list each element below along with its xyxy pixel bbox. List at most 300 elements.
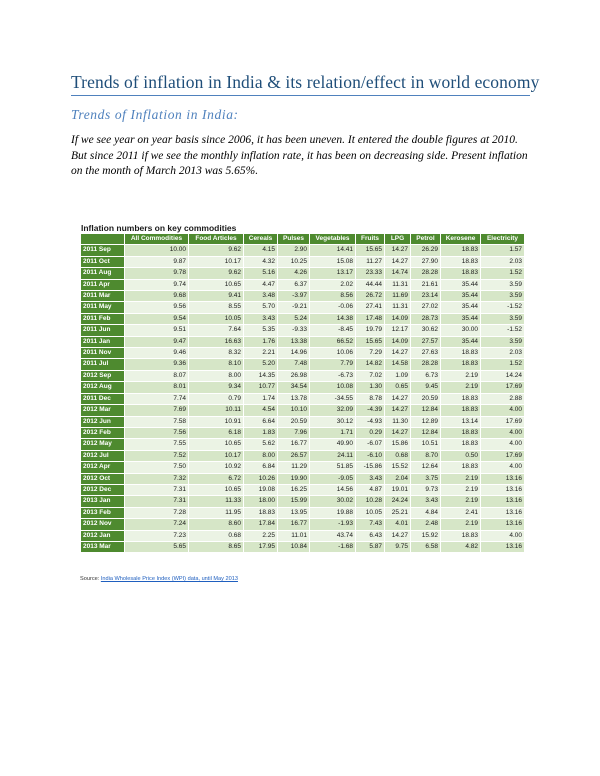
table-cell: 8.00 (189, 370, 244, 381)
table-cell: 5.87 (356, 541, 385, 552)
table-cell: 4.00 (481, 405, 525, 416)
table-cell: 2.02 (310, 279, 356, 290)
table-cell: 18.83 (441, 405, 481, 416)
table-title: Inflation numbers on key commodities (81, 223, 237, 233)
table-body (81, 245, 525, 553)
inflation-table (80, 233, 525, 553)
table-row (81, 393, 525, 404)
table-cell: 14.27 (385, 530, 411, 541)
table-cell: 14.27 (385, 427, 411, 438)
row-period: 2013 Jan (81, 496, 125, 507)
table-cell: 13.78 (278, 393, 310, 404)
table-cell: 27.41 (356, 302, 385, 313)
table-cell: 10.65 (189, 439, 244, 450)
table-cell: 2.19 (441, 484, 481, 495)
table-cell: 1.52 (481, 359, 525, 370)
column-header (81, 234, 125, 245)
table-cell: 8.01 (125, 382, 189, 393)
column-header: All Commodities (125, 234, 189, 245)
table-cell: 19.90 (278, 473, 310, 484)
table-cell: 9.68 (125, 291, 189, 302)
table-cell: 28.73 (411, 313, 441, 324)
table-cell: -1.52 (481, 302, 525, 313)
table-cell: -3.97 (278, 291, 310, 302)
table-cell: 21.61 (411, 279, 441, 290)
row-period: 2011 Dec (81, 393, 125, 404)
table-cell: 5.70 (244, 302, 278, 313)
table-cell: -1.68 (310, 541, 356, 552)
table-cell: 9.74 (125, 279, 189, 290)
row-period: 2011 Mar (81, 291, 125, 302)
table-cell: 7.56 (125, 427, 189, 438)
table-row (81, 439, 525, 450)
table-cell: 1.52 (481, 268, 525, 279)
table-cell: 26.98 (278, 370, 310, 381)
table-cell: 8.55 (189, 302, 244, 313)
table-cell: 0.29 (356, 427, 385, 438)
table-cell: 15.52 (385, 462, 411, 473)
table-cell: 10.17 (189, 256, 244, 267)
table-row (81, 268, 525, 279)
table-cell: 10.65 (189, 279, 244, 290)
table-cell: 20.59 (411, 393, 441, 404)
table-cell: 5.65 (125, 541, 189, 552)
source-label: Source: (80, 576, 101, 582)
table-cell: -34.55 (310, 393, 356, 404)
table-cell: 19.08 (244, 484, 278, 495)
table-cell: 14.35 (244, 370, 278, 381)
table-row (81, 530, 525, 541)
table-cell: 2.03 (481, 348, 525, 359)
table-row (81, 541, 525, 552)
table-cell: 8.70 (411, 450, 441, 461)
table-cell: 1.74 (244, 393, 278, 404)
table-cell: 4.00 (481, 439, 525, 450)
table-cell: 3.59 (481, 291, 525, 302)
page-title: Trends of inflation in India & its relation/effect in world economy (71, 72, 540, 92)
table-cell: 26.72 (356, 291, 385, 302)
table-header-row (81, 234, 525, 245)
table-cell: 34.54 (278, 382, 310, 393)
table-cell: 15.65 (356, 336, 385, 347)
table-row (81, 427, 525, 438)
table-row (81, 256, 525, 267)
table-cell: 2.19 (441, 519, 481, 530)
table-cell: 11.01 (278, 530, 310, 541)
table-cell: 6.84 (244, 462, 278, 473)
table-cell: 7.02 (356, 370, 385, 381)
table-cell: 35.44 (441, 336, 481, 347)
table-cell: 20.59 (278, 416, 310, 427)
table-cell: 8.78 (356, 393, 385, 404)
table-cell: 2.48 (411, 519, 441, 530)
table-cell: 1.57 (481, 245, 525, 256)
table-cell: 10.00 (125, 245, 189, 256)
table-cell: 3.59 (481, 279, 525, 290)
row-period: 2011 Jan (81, 336, 125, 347)
table-cell: 17.69 (481, 450, 525, 461)
table-cell: 17.48 (356, 313, 385, 324)
table-cell: 14.09 (385, 313, 411, 324)
table-cell: 4.84 (411, 507, 441, 518)
table-cell: 7.74 (125, 393, 189, 404)
row-period: 2012 Jul (81, 450, 125, 461)
table-cell: 17.69 (481, 416, 525, 427)
table-cell: 4.26 (278, 268, 310, 279)
table-row (81, 496, 525, 507)
table-cell: 15.99 (278, 496, 310, 507)
table-cell: 10.25 (278, 256, 310, 267)
row-period: 2012 Jan (81, 530, 125, 541)
table-row (81, 382, 525, 393)
table-cell: 4.00 (481, 427, 525, 438)
table-cell: 4.01 (385, 519, 411, 530)
table-cell: 9.78 (125, 268, 189, 279)
table-cell: 10.11 (189, 405, 244, 416)
table-cell: -15.86 (356, 462, 385, 473)
table-cell: 14.27 (385, 393, 411, 404)
table-cell: 10.08 (310, 382, 356, 393)
table-cell: 2.19 (441, 473, 481, 484)
table-cell: 11.31 (385, 302, 411, 313)
table-cell: 43.74 (310, 530, 356, 541)
table-cell: 9.51 (125, 325, 189, 336)
table-cell: 2.41 (441, 507, 481, 518)
table-cell: 9.41 (189, 291, 244, 302)
table-cell: 3.75 (411, 473, 441, 484)
table-cell: 7.96 (278, 427, 310, 438)
table-cell: 13.38 (278, 336, 310, 347)
table-row (81, 291, 525, 302)
column-header: Kerosene (441, 234, 481, 245)
table-cell: 11.33 (189, 496, 244, 507)
column-header: Food Articles (189, 234, 244, 245)
row-period: 2013 Feb (81, 507, 125, 518)
table-cell: 30.62 (411, 325, 441, 336)
table-cell: 28.28 (411, 359, 441, 370)
table-cell: -1.93 (310, 519, 356, 530)
table-cell: 6.37 (278, 279, 310, 290)
table-row (81, 245, 525, 256)
table-cell: 11.29 (278, 462, 310, 473)
table-cell: 3.59 (481, 336, 525, 347)
table-cell: 13.17 (310, 268, 356, 279)
table-cell: 0.68 (189, 530, 244, 541)
table-cell: -6.73 (310, 370, 356, 381)
table-cell: 35.44 (441, 313, 481, 324)
table-cell: 5.35 (244, 325, 278, 336)
table-cell: 18.83 (244, 507, 278, 518)
table-cell: 14.96 (278, 348, 310, 359)
table-cell: 27.02 (411, 302, 441, 313)
table-cell: 11.95 (189, 507, 244, 518)
table-cell: 18.83 (441, 268, 481, 279)
table-cell: 7.64 (189, 325, 244, 336)
table-cell: 12.84 (411, 405, 441, 416)
table-cell: 16.77 (278, 519, 310, 530)
table-cell: 10.05 (356, 507, 385, 518)
row-period: 2012 Sep (81, 370, 125, 381)
table-cell: -1.52 (481, 325, 525, 336)
table-cell: 2.03 (481, 256, 525, 267)
table-cell: 19.79 (356, 325, 385, 336)
table-cell: 8.60 (189, 519, 244, 530)
column-header: Cereals (244, 234, 278, 245)
table-row (81, 450, 525, 461)
table-cell: 1.83 (244, 427, 278, 438)
table-cell: 13.16 (481, 496, 525, 507)
table-cell: 10.91 (189, 416, 244, 427)
row-period: 2011 May (81, 302, 125, 313)
table-cell: 11.27 (356, 256, 385, 267)
table-cell: 9.75 (385, 541, 411, 552)
source-link[interactable]: India Wholesale Price Index (WPI) data, until May 2013 (100, 576, 238, 582)
table-cell: -6.10 (356, 450, 385, 461)
table-cell: 16.77 (278, 439, 310, 450)
table-cell: 4.54 (244, 405, 278, 416)
table-cell: 9.54 (125, 313, 189, 324)
table-row (81, 462, 525, 473)
table-cell: 11.31 (385, 279, 411, 290)
table-cell: 35.44 (441, 291, 481, 302)
table-cell: 7.31 (125, 496, 189, 507)
table-cell: 9.62 (189, 268, 244, 279)
table-cell: 10.10 (278, 405, 310, 416)
table-cell: 15.65 (356, 245, 385, 256)
row-period: 2012 Oct (81, 473, 125, 484)
table-cell: 7.79 (310, 359, 356, 370)
table-cell: 27.57 (411, 336, 441, 347)
table-row (81, 348, 525, 359)
table-cell: -9.21 (278, 302, 310, 313)
column-header: LPG (385, 234, 411, 245)
table-cell: 23.14 (411, 291, 441, 302)
table-cell: 8.32 (189, 348, 244, 359)
table-cell: 2.25 (244, 530, 278, 541)
table-cell: 16.63 (189, 336, 244, 347)
table-cell: -8.45 (310, 325, 356, 336)
table-cell: 0.68 (385, 450, 411, 461)
table-row (81, 325, 525, 336)
table-cell: 5.24 (278, 313, 310, 324)
table-cell: 14.82 (356, 359, 385, 370)
table-cell: 7.28 (125, 507, 189, 518)
table-cell: 14.74 (385, 268, 411, 279)
table-cell: 1.09 (385, 370, 411, 381)
table-cell: 4.15 (244, 245, 278, 256)
table-cell: 5.62 (244, 439, 278, 450)
table-cell: 23.33 (356, 268, 385, 279)
table-cell: 13.16 (481, 519, 525, 530)
table-cell: 4.32 (244, 256, 278, 267)
table-cell: 11.69 (385, 291, 411, 302)
table-cell: 5.20 (244, 359, 278, 370)
table-cell: 18.83 (441, 530, 481, 541)
table-cell: 7.32 (125, 473, 189, 484)
row-period: 2012 May (81, 439, 125, 450)
table-cell: 9.87 (125, 256, 189, 267)
table-cell: 27.63 (411, 348, 441, 359)
row-period: 2011 Feb (81, 313, 125, 324)
table-cell: 2.21 (244, 348, 278, 359)
table-cell: 14.27 (385, 245, 411, 256)
table-cell: 14.58 (385, 359, 411, 370)
table-cell: 6.43 (356, 530, 385, 541)
table-row (81, 507, 525, 518)
table-cell: 15.86 (385, 439, 411, 450)
table-cell: 25.21 (385, 507, 411, 518)
column-header: Electricity (481, 234, 525, 245)
table-cell: 7.58 (125, 416, 189, 427)
table-cell: -4.93 (356, 416, 385, 427)
table-row (81, 405, 525, 416)
table-cell: 9.36 (125, 359, 189, 370)
table-cell: 7.55 (125, 439, 189, 450)
table-cell: 7.52 (125, 450, 189, 461)
table-cell: 1.71 (310, 427, 356, 438)
table-cell: 18.00 (244, 496, 278, 507)
table-cell: 24.24 (385, 496, 411, 507)
table-cell: 7.29 (356, 348, 385, 359)
table-cell: -0.06 (310, 302, 356, 313)
table-cell: 13.14 (441, 416, 481, 427)
source-note (80, 576, 238, 582)
table-cell: 24.11 (310, 450, 356, 461)
table-cell: 14.27 (385, 256, 411, 267)
table-cell: 9.47 (125, 336, 189, 347)
table-cell: 14.27 (385, 405, 411, 416)
table-cell: 3.43 (356, 473, 385, 484)
table-cell: 10.17 (189, 450, 244, 461)
row-period: 2012 Mar (81, 405, 125, 416)
table-cell: 13.16 (481, 541, 525, 552)
table-cell: -6.07 (356, 439, 385, 450)
table-cell: 18.83 (441, 462, 481, 473)
table-row (81, 484, 525, 495)
column-header: Vegetables (310, 234, 356, 245)
table-cell: 9.46 (125, 348, 189, 359)
table-cell: 10.84 (278, 541, 310, 552)
table-cell: 0.50 (441, 450, 481, 461)
table-cell: 0.65 (385, 382, 411, 393)
table-cell: 27.90 (411, 256, 441, 267)
table-cell: 3.59 (481, 313, 525, 324)
table-cell: 18.83 (441, 393, 481, 404)
table-cell: 15.92 (411, 530, 441, 541)
table-cell: 6.73 (411, 370, 441, 381)
table-cell: 6.72 (189, 473, 244, 484)
table-cell: 13.16 (481, 473, 525, 484)
table-row (81, 279, 525, 290)
table-row (81, 519, 525, 530)
table-cell: 4.87 (356, 484, 385, 495)
section-heading: Trends of Inflation in India: (71, 107, 239, 122)
table-cell: 9.73 (411, 484, 441, 495)
table-cell: 18.83 (441, 427, 481, 438)
table-cell: 14.24 (481, 370, 525, 381)
table-cell: 18.83 (441, 348, 481, 359)
table-row (81, 473, 525, 484)
table-cell: 4.82 (441, 541, 481, 552)
table-cell: -9.05 (310, 473, 356, 484)
table-cell: 18.83 (441, 245, 481, 256)
table-cell: 13.16 (481, 484, 525, 495)
table-cell: 19.01 (385, 484, 411, 495)
table-cell: 13.95 (278, 507, 310, 518)
table-cell: 10.92 (189, 462, 244, 473)
column-header: Petrol (411, 234, 441, 245)
table-cell: 7.23 (125, 530, 189, 541)
row-period: 2011 Aug (81, 268, 125, 279)
row-period: 2012 Dec (81, 484, 125, 495)
table-cell: 14.56 (310, 484, 356, 495)
intro-paragraph: If we see year on year basis since 2006, it has been uneven. It entered the double figures at 2010. But since 2011 if we see the monthly inflation rate, it has been on decreasing side. Present inflation on the month of March 2013 was 5.65%. (71, 134, 528, 177)
table-cell: 7.24 (125, 519, 189, 530)
table-cell: 28.28 (411, 268, 441, 279)
table-cell: 9.45 (411, 382, 441, 393)
table-cell: 10.26 (244, 473, 278, 484)
table-cell: 14.38 (310, 313, 356, 324)
row-period: 2012 Nov (81, 519, 125, 530)
table-cell: 66.52 (310, 336, 356, 347)
table-row (81, 416, 525, 427)
table-cell: 2.19 (441, 496, 481, 507)
row-period: 2012 Feb (81, 427, 125, 438)
row-period: 2012 Aug (81, 382, 125, 393)
table-cell: 9.56 (125, 302, 189, 313)
table-cell: 2.04 (385, 473, 411, 484)
table-cell: 7.50 (125, 462, 189, 473)
table-cell: 35.44 (441, 302, 481, 313)
row-period: 2011 Apr (81, 279, 125, 290)
table-cell: 10.06 (310, 348, 356, 359)
table-cell: -4.39 (356, 405, 385, 416)
table-cell: 30.12 (310, 416, 356, 427)
table-cell: 6.18 (189, 427, 244, 438)
title-underline (71, 95, 530, 96)
table-cell: 6.58 (411, 541, 441, 552)
table-cell: 17.84 (244, 519, 278, 530)
table-cell: 7.69 (125, 405, 189, 416)
table-cell: 30.02 (310, 496, 356, 507)
table-cell: 14.41 (310, 245, 356, 256)
table-cell: 4.00 (481, 462, 525, 473)
table-cell: 18.83 (441, 256, 481, 267)
table-cell: 3.43 (411, 496, 441, 507)
table-row (81, 313, 525, 324)
row-period: 2011 Oct (81, 256, 125, 267)
table-cell: 0.79 (189, 393, 244, 404)
table-cell: 35.44 (441, 279, 481, 290)
table-cell: 44.44 (356, 279, 385, 290)
table-cell: 4.00 (481, 530, 525, 541)
table-row (81, 359, 525, 370)
row-period: 2011 Jul (81, 359, 125, 370)
table-cell: 49.90 (310, 439, 356, 450)
table-cell: 15.08 (310, 256, 356, 267)
table-row (81, 302, 525, 313)
table-cell: 18.83 (441, 439, 481, 450)
table-cell: 17.95 (244, 541, 278, 552)
table-cell: 19.88 (310, 507, 356, 518)
table-cell: 7.43 (356, 519, 385, 530)
table-cell: 13.16 (481, 507, 525, 518)
column-header: Fruits (356, 234, 385, 245)
table-cell: 8.07 (125, 370, 189, 381)
table-cell: 11.30 (385, 416, 411, 427)
table-cell: 9.62 (189, 245, 244, 256)
table-cell: 30.00 (441, 325, 481, 336)
